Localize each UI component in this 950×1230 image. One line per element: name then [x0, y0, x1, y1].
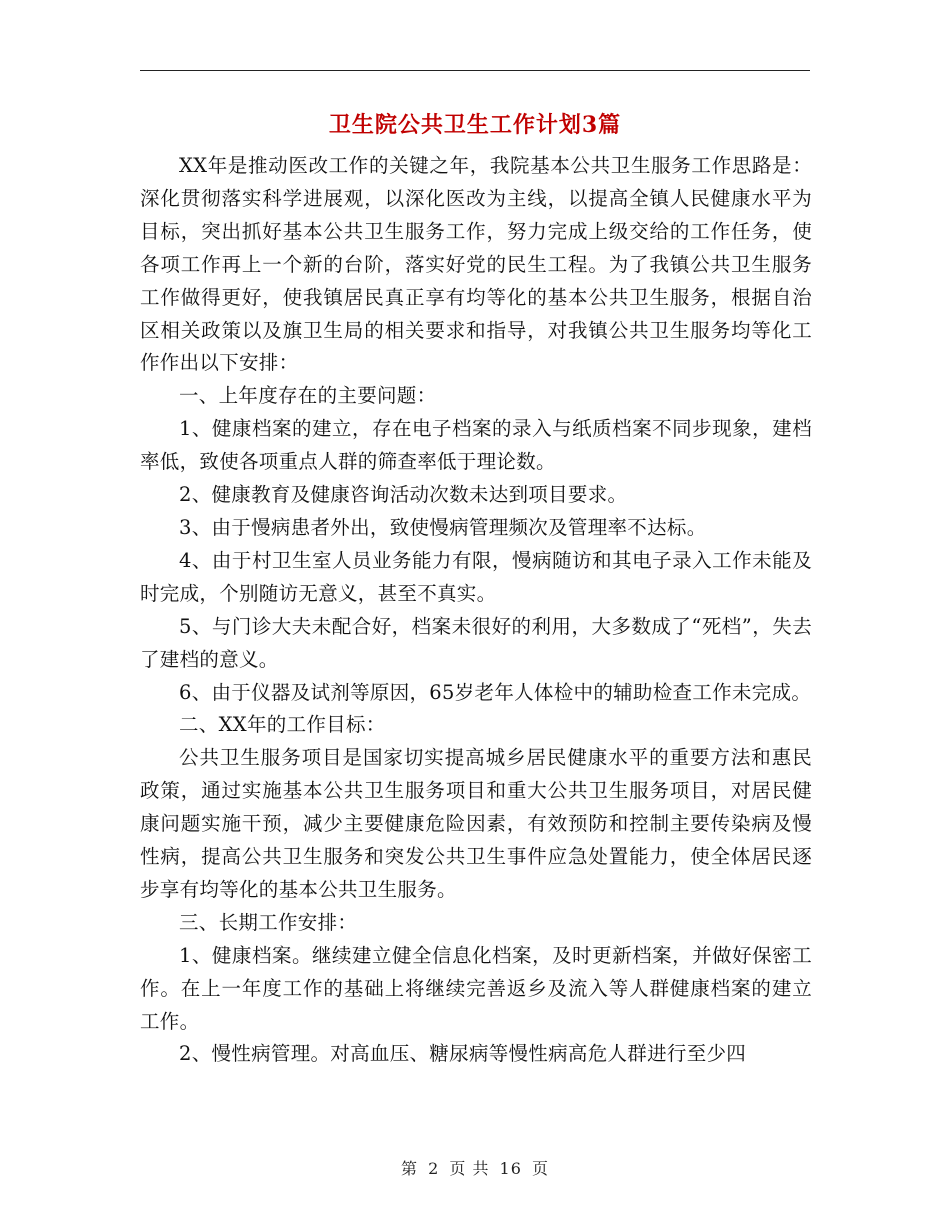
- paragraph-goal: 公共卫生服务项目是国家切实提高城乡居民健康水平的重要方法和惠民政策，通过实施基本公共卫生服务项目和重大公共卫生服务项目，对居民健康问题实施干预，减少主要健康危险因素，有效预防和控制主要传染病及慢性病，提高公共卫生服务和突发公共卫生事件应急处置能力，使全体居民逐步享有均等化的基本公共卫生服务。: [140, 746, 812, 901]
- section-heading-1: 一、上年度存在的主要问题：: [179, 384, 437, 408]
- document-body: [140, 150, 812, 1071]
- paragraph-item: 1、健康档案。继续建立健全信息化档案，及时更新档案，并做好保密工作。在上一年度工作的基础上将继续完善返乡及流入等人群健康档案的建立工作。: [140, 943, 812, 1033]
- paragraph-item: 5、与门诊大夫未配合好，档案未很好的利用，大多数成了“死档”，失去了建档的意义。: [140, 614, 812, 671]
- paragraph-item: 2、慢性病管理。对高血压、糖尿病等慢性病高危人群进行至少四: [179, 1042, 747, 1066]
- section-heading-2: 二、XX年的工作目标：: [179, 713, 386, 737]
- footer-total-pages: 16: [499, 1159, 522, 1178]
- paragraph-item: 3、由于慢病患者外出，致使慢病管理频次及管理率不达标。: [179, 515, 707, 539]
- document-title: 卫生院公共卫生工作计划3篇: [328, 112, 622, 138]
- footer-middle: 页 共: [449, 1159, 490, 1178]
- paragraph-item: 6、由于仪器及试剂等原因，65岁老年人体检中的辅助检查工作未完成。: [179, 680, 812, 704]
- header-rule: [140, 70, 810, 71]
- page-footer: [0, 1156, 950, 1179]
- paragraph-item: 4、由于村卫生室人员业务能力有限，慢病随访和其电子录入工作未能及时完成，个别随访无意义，甚至不真实。: [140, 548, 812, 605]
- paragraph-intro: XX年是推动医改工作的关键之年，我院基本公共卫生服务工作思路是：深化贯彻落实科学进展观，以深化医改为主线，以提高全镇人民健康水平为目标，突出抓好基本公共卫生服务工作，努力完成上级交给的工作任务，使各项工作再上一个新的台阶，落实好党的民生工程。为了我镇公共卫生服务工作做得更好，使我镇居民真正享有均等化的基本公共卫生服务，根据自治区相关政策以及旗卫生局的相关要求和指导，对我镇公共卫生服务均等化工作作出以下安排：: [140, 154, 812, 375]
- section-heading-3: 三、长期工作安排：: [179, 910, 358, 934]
- paragraph-item: 1、健康档案的建立，存在电子档案的录入与纸质档案不同步现象，建档率低，致使各项重点人群的筛查率低于理论数。: [140, 417, 812, 474]
- footer-prefix: 第: [400, 1159, 418, 1178]
- footer-suffix: 页: [532, 1159, 550, 1178]
- footer-page-number: 2: [428, 1159, 440, 1178]
- paragraph-item: 2、健康教育及健康咨询活动次数未达到项目要求。: [179, 483, 628, 507]
